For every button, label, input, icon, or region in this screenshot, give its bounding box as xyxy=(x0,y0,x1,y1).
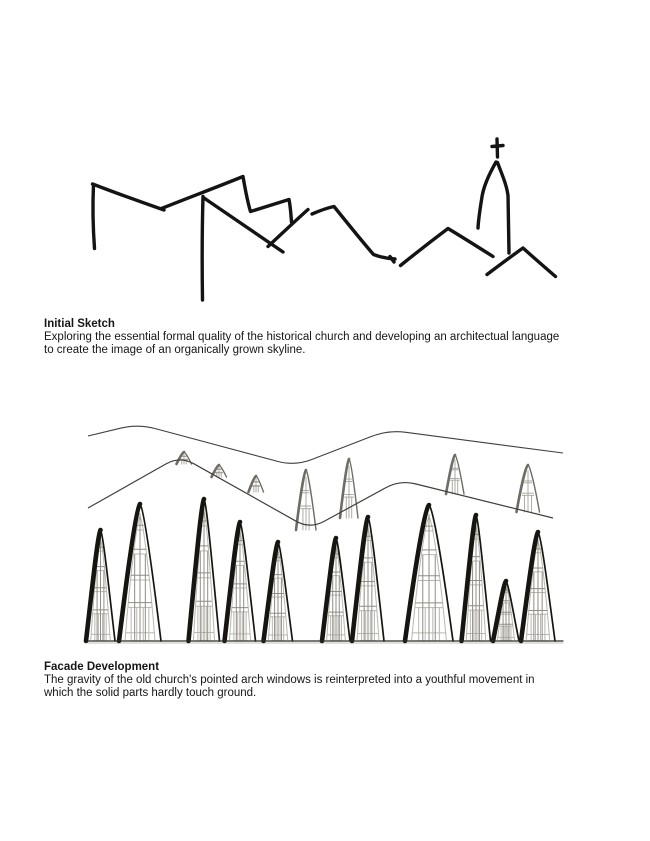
facade-development-text-line-2: which the solid parts hardly touch ground. xyxy=(44,687,257,699)
skyline-lower-line xyxy=(88,460,553,525)
initial-sketch-caption xyxy=(44,318,629,357)
back-tower xyxy=(340,459,358,518)
sketch-stroke xyxy=(93,184,165,210)
back-tower xyxy=(517,465,540,512)
front-tower xyxy=(462,515,491,641)
front-tower xyxy=(493,581,519,641)
front-tower xyxy=(322,538,350,641)
initial-sketch-text-line-1: Exploring the essential formal quality of the historical church and developing an architectual language xyxy=(44,331,560,343)
sketch-stroke xyxy=(492,146,503,147)
facade-development-title: Facade Development xyxy=(44,661,160,673)
front-tower xyxy=(264,542,293,641)
sketch-stroke xyxy=(93,185,95,249)
initial-sketch-text-line-2: to create the image of an organically grown skyline. xyxy=(44,344,306,356)
front-tower xyxy=(225,522,256,641)
skyline-upper-line xyxy=(88,426,563,463)
initial-sketch-drawing xyxy=(93,139,556,300)
facade-development-text-line-1: The gravity of the old church's pointed arch windows is reinterpreted into a youthful movement in xyxy=(44,674,535,686)
sketch-stroke xyxy=(497,139,498,157)
sketch-stroke xyxy=(478,162,496,228)
facade-development-caption xyxy=(44,661,629,700)
front-tower xyxy=(521,532,555,641)
back-tower xyxy=(249,476,264,492)
facade-development-drawing xyxy=(86,426,563,643)
sketch-stroke xyxy=(401,229,494,266)
sketch-stroke xyxy=(202,197,203,301)
initial-sketch-title: Initial Sketch xyxy=(44,318,115,330)
back-tower xyxy=(296,470,316,530)
front-tower xyxy=(189,499,220,641)
back-tower xyxy=(446,455,464,494)
sketch-stroke xyxy=(312,207,395,260)
front-tower xyxy=(86,530,115,641)
sketch-stroke xyxy=(498,163,510,254)
front-tower xyxy=(119,504,161,641)
sketch-stroke xyxy=(268,210,308,247)
sketch-stroke xyxy=(487,248,556,277)
front-tower xyxy=(352,517,384,641)
front-tower xyxy=(405,505,453,641)
